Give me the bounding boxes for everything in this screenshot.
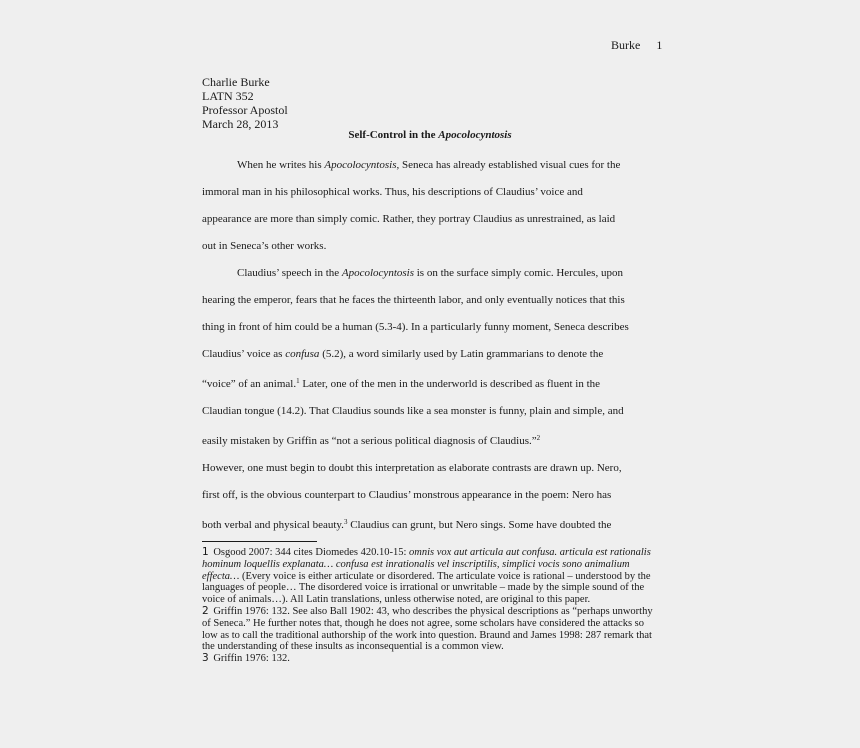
text-run: both verbal and physical beauty. [202,519,344,531]
footnote-separator [202,541,317,542]
text-run: (5.2), a word similarly used by Latin grammarians to denote the [319,348,604,360]
text-line: first off, is the obvious counterpart to Claudius’ monstrous appearance in the poem: Nero has [202,489,612,501]
footnote-text: Griffin 1976: 132. [213,653,290,665]
paper-title [0,129,860,141]
footnote-latin: omnis vox aut articula aut confusa. articula est rationalis hominum loquellis explanata… confusa est inrationalis vel inscriptilis, simplici vocis sono animalium effecta… [202,547,651,582]
text-run: Seneca has already established visual cues for the [399,159,621,171]
paragraph-2 [202,260,660,455]
text-run: Claudius’ speech in the [237,267,342,279]
header-author: Burke [611,38,641,52]
text-line [202,152,660,179]
paragraph-3 [202,455,660,539]
text-italic: Apocolocyntosis, [324,159,400,171]
text-run: Claudius can grunt, but Nero sings. Some have doubted the [347,519,612,531]
text-italic: confusa [285,348,320,360]
running-header [611,38,662,53]
text-line: thing in front of him could be a human (5.3-4). In a particularly funny moment, Seneca describes [202,321,629,333]
footnote-1 [202,547,660,606]
page-number: 1 [656,38,663,52]
footnotes [202,547,660,665]
text-line [202,425,660,455]
text-line [202,368,660,398]
text-line: out in Seneca’s other works. [202,240,327,252]
footnote-ref[interactable]: 2 [536,434,541,442]
footnote-number: 2 [202,604,209,617]
text-line: immoral man in his philosophical works. Thus, his descriptions of Claudius’ voice and [202,186,583,198]
text-line [202,260,660,287]
paragraph-1 [202,152,660,260]
footnote-number: 1 [202,546,209,558]
footnote-text: (Every voice is either articulate or disordered. The articulate voice is rational – understood by the languages of people… The disordered voice is irrational or unwritable – made by the simple sound of the voice of animals…). All Latin translations, unless otherwise noted, are original to this paper. [202,570,651,606]
text-line: hearing the emperor, fears that he faces the thirteenth labor, and only eventually notices that this [202,294,625,306]
heading-block [202,75,288,131]
text-italic: Apocolocyntosis [341,267,414,279]
professor-name: Professor Apostol [202,103,288,117]
text-line [202,509,660,539]
text-run: easily mistaken by Griffin as “not a serious political diagnosis of Claudius.” [202,435,537,447]
footnote-text: Griffin 1976: 132. See also Ball 1902: 43, who describes the physical descriptions as “perhaps unworthy of Seneca.” He further notes that, though he does not agree, some scholars have considered the attacks so low as to call the traditional authorship of the work into question. Braund and James 1998: 287 remark that the understanding of these insults as inconsequential is a common view. [202,605,653,653]
author-name: Charlie Burke [202,75,270,89]
footnote-text: Osgood 2007: 344 cites Diomedes 420.10-15: [213,547,410,558]
footnote-2 [202,606,660,653]
text-line [202,341,660,368]
footnote-ref[interactable]: 1 [296,377,300,385]
body-text [202,152,660,539]
text-line: appearance are more than simply comic. Rather, they portray Claudius as unrestrained, as laid [202,213,616,225]
text-run: “voice” of an animal. [202,378,297,390]
title-prefix: Self-Control in the [348,129,439,141]
title-italic: Apocolocyntosis [438,129,512,141]
text-run: is on the surface simply comic. Hercules, upon [414,267,623,279]
footnote-number: 3 [202,652,209,665]
text-run: Claudius’ voice as [202,348,286,360]
text-run: Later, one of the men in the underworld is described as fluent in the [299,378,601,390]
text-line: However, one must begin to doubt this interpretation as elaborate contrasts are drawn up. Nero, [202,462,622,474]
submission-date: March 28, 2013 [202,117,279,131]
text-run: When he writes his [237,159,325,171]
text-line: Claudian tongue (14.2). That Claudius sounds like a sea monster is funny, plain and simple, and [202,405,624,417]
course-code: LATN 352 [202,89,254,103]
footnote-ref[interactable]: 3 [343,518,348,526]
footnote-3 [202,653,660,665]
